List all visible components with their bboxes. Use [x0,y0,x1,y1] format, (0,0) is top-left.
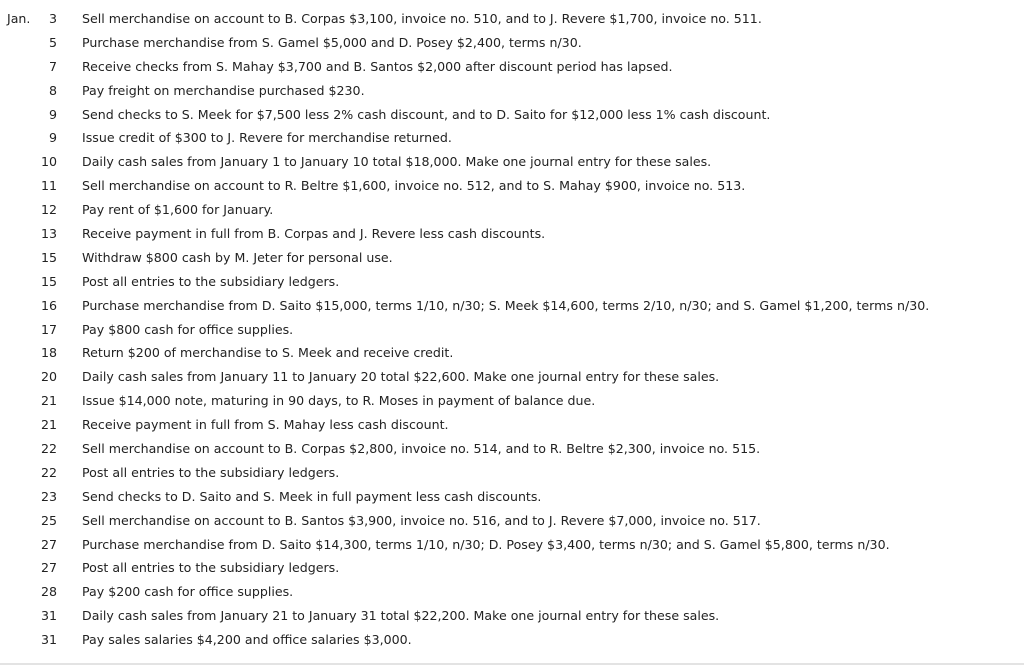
transaction-row [0,485,1024,509]
transaction-row [0,150,1024,174]
day-number: 23 [40,488,57,504]
day-number: 10 [40,154,57,170]
day-number: 27 [40,560,57,576]
transaction-row [0,580,1024,604]
day-number: 21 [40,417,57,433]
day-number: 31 [40,632,57,648]
day-number: 21 [40,393,57,409]
transaction-row [0,294,1024,318]
transaction-text: Issue credit of $300 to J. Revere for merchandise returned. [82,130,452,146]
transaction-text: Purchase merchandise from S. Gamel $5,000 and D. Posey $2,400, terms n/30. [82,34,582,50]
transaction-text: Pay sales salaries $4,200 and office salaries $3,000. [82,632,412,648]
transaction-text: Pay rent of $1,600 for January. [82,202,274,218]
day-number: 3 [48,11,57,26]
transaction-text: Send checks to D. Saito and S. Meek in full payment less cash discounts. [82,488,542,504]
transaction-row [0,79,1024,103]
transaction-row [0,222,1024,246]
transaction-row [0,7,1024,31]
transaction-text: Daily cash sales from January 1 to January 10 total $18,000. Make one journal entry for these sales. [82,154,712,170]
transaction-row [0,389,1024,413]
transaction-row [0,103,1024,127]
day-number: 27 [40,536,57,552]
transaction-row [0,461,1024,485]
transaction-text: Daily cash sales from January 21 to January 31 total $22,200. Make one journal entry for these sales. [82,608,720,624]
day-number: 17 [40,321,57,337]
transaction-row [0,509,1024,533]
transaction-row [0,318,1024,342]
day-number: 15 [40,249,57,265]
transaction-row [0,341,1024,365]
day-number: 18 [40,345,57,361]
transaction-text: Post all entries to the subsidiary ledgers. [82,560,340,576]
transaction-list [0,7,1024,652]
day-number: 9 [48,130,57,146]
day-number: 22 [40,441,57,457]
day-number: 5 [48,34,57,50]
transaction-text: Sell merchandise on account to B. Corpas $2,800, invoice no. 514, and to R. Beltre $2,300, invoice no. 515. [82,441,761,457]
transaction-row [0,437,1024,461]
transaction-row [0,55,1024,79]
transaction-row [0,556,1024,580]
day-number: 22 [40,464,57,480]
transaction-text: Sell merchandise on account to R. Beltre $1,600, invoice no. 512, and to S. Mahay $900, invoice no. 513. [82,178,746,194]
transaction-row [0,126,1024,150]
transaction-text: Purchase merchandise from D. Saito $15,000, terms 1/10, n/30; S. Meek $14,600, terms 2/10, n/30; and S. Gamel $1,200, terms n/30. [82,297,930,313]
day-number: 12 [40,202,57,218]
day-number: 7 [48,58,57,74]
transaction-text: Send checks to S. Meek for $7,500 less 2% cash discount, and to D. Saito for $12,000 less 1% cash discount. [82,106,771,122]
day-number: 15 [40,273,57,289]
day-number: 25 [40,512,57,528]
transaction-row [0,270,1024,294]
transaction-text: Pay $200 cash for office supplies. [82,584,294,600]
transaction-text: Pay $800 cash for office supplies. [82,321,294,337]
transaction-row [0,198,1024,222]
transaction-row [0,533,1024,557]
transaction-row [0,628,1024,652]
transaction-text: Daily cash sales from January 11 to January 20 total $22,600. Make one journal entry for these sales. [82,369,720,385]
transaction-text: Withdraw $800 cash by M. Jeter for personal use. [82,249,393,265]
day-number: 11 [40,178,57,194]
transaction-text: Purchase merchandise from D. Saito $14,300, terms 1/10, n/30; D. Posey $3,400, terms n/30; and S. Gamel $5,800, terms n/30. [82,536,890,552]
transaction-row [0,413,1024,437]
transaction-text: Sell merchandise on account to B. Santos $3,900, invoice no. 516, and to J. Revere $7,000, invoice no. 517. [82,512,761,528]
day-number: 20 [40,369,57,385]
transaction-text: Return $200 of merchandise to S. Meek and receive credit. [82,345,454,361]
transaction-text: Sell merchandise on account to B. Corpas $3,100, invoice no. 510, and to J. Revere $1,700, invoice no. 511. [82,11,762,26]
transaction-text: Pay freight on merchandise purchased $230. [82,82,365,98]
transaction-text: Post all entries to the subsidiary ledgers. [82,273,340,289]
transaction-row [0,365,1024,389]
day-number: 9 [48,106,57,122]
month-label: Jan. [7,11,31,26]
transaction-text: Receive payment in full from S. Mahay less cash discount. [82,417,449,433]
transaction-row [0,604,1024,628]
transaction-text: Receive checks from S. Mahay $3,700 and B. Santos $2,000 after discount period has lapsed. [82,58,673,74]
transaction-row [0,31,1024,55]
day-number: 28 [40,584,57,600]
transaction-text: Issue $14,000 note, maturing in 90 days, to R. Moses in payment of balance due. [82,393,596,409]
day-number: 31 [40,608,57,624]
day-number: 8 [48,82,57,98]
day-number: 16 [40,297,57,313]
day-number: 13 [40,226,57,242]
transaction-text: Receive payment in full from B. Corpas and J. Revere less cash discounts. [82,226,546,242]
transaction-text: Post all entries to the subsidiary ledgers. [82,464,340,480]
transaction-row [0,174,1024,198]
transaction-row [0,246,1024,270]
